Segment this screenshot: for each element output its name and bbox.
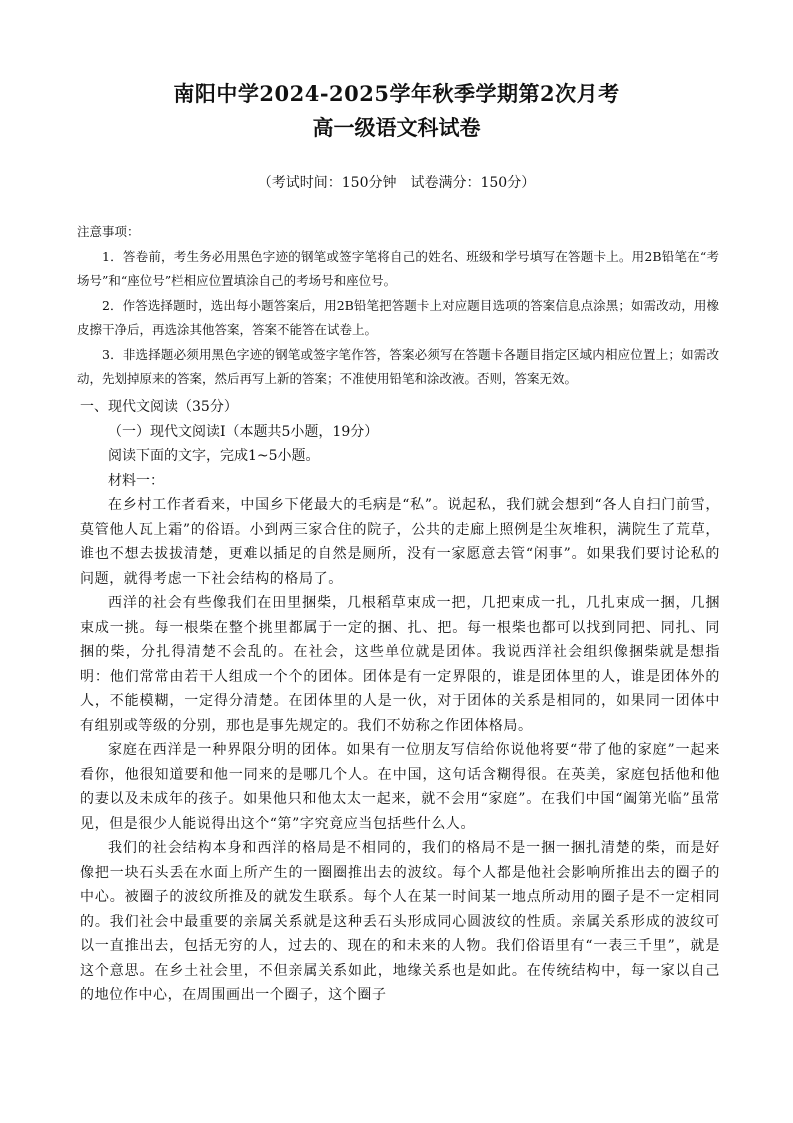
reading-instruction: 阅读下面的文字，完成1~5小题。	[108, 448, 320, 464]
notes-heading: 注意事项：	[77, 224, 140, 239]
material-label: 材料一：	[108, 472, 164, 489]
exam-subtitle: 高一级语文科试卷	[312, 115, 481, 140]
article-paragraph: 西洋的社会有些像我们在田里捆柴，几根稻草束成一把，几把束成一扎，几扎束成一捆，几捆束成一挑。每一根柴在整个挑里都属于一定的捆、扎、把。每一根柴也都可以找到同把、同扎、同捆的柴，分扎得清楚不会乱的。在社会，这些单位就是团体。我说西洋社会组织像捆柴就是想指明：他们常常由若干人组成一个个的团体。团体是有一定界限的，谁是团体里的人，谁是团体外的人，不能模糊，一定得分清楚。在团体里的人是一伙，对于团体的关系是相同的，如果同一团体中有组别或等级的分别，那也是事先规定的。我们不妨称之作团体格局。	[80, 595, 720, 734]
notes-item-3: 3．非选择题必须用黑色字迹的钢笔或签字笔作答，答案必须写在答题卡各题目指定区域内相应位置上；如需改动，先划掉原来的答案，然后再写上新的答案；不准使用铅笔和涂改液。否则，答案无效。	[77, 346, 719, 386]
section-sub-heading: （一）现代文阅读Ⅰ（本题共5小题，19分）	[108, 423, 379, 440]
article-paragraph: 家庭在西洋是一种界限分明的团体。如果有一位朋友写信给你说他将要“带了他的家庭”一起来看你，他很知道要和他一同来的是哪几个人。在中国，这句话含糊得很。在英美，家庭包括他和他的妻以及未成年的孩子。如果他只和他太太一起来，就不会用“家庭”。在我们中国“阖第光临”虽常见，但是很少人能说得出这个“第”字究竟应当包括些什么人。	[80, 742, 720, 832]
notes-block	[77, 220, 719, 392]
notes-item-2: 2．作答选择题时，选出每小题答案后，用2B铅笔把答题卡上对应题目选项的答案信息点涂黑；如需改动，用橡皮擦干净后，再选涂其他答案，答案不能答在试卷上。	[77, 297, 719, 337]
article-paragraph: 我们的社会结构本身和西洋的格局是不相同的，我们的格局不是一捆一捆扎清楚的柴，而是好像把一块石头丢在水面上所产生的一圈圈推出去的波纹。每个人都是他社会影响所推出去的圈子的中心。被圈子的波纹所推及的就发生联系。每个人在某一时间某一地点所动用的圈子是不一定相同的。我们社会中最重要的亲属关系就是这种丢石头形成同心圆波纹的性质。亲属关系形成的波纹可以一直推出去，包括无穷的人，过去的、现在的和未来的人物。我们俗语里有“一表三千里”，就是这个意思。在乡土社会里，不但亲属关系如此，地缘关系也是如此。在传统结构中，每一家以自己的地位作中心，在周围画出一个圈子，这个圈子	[80, 840, 720, 1003]
notes-item-1: 1．答卷前，考生务必用黑色字迹的钢笔或签字笔将自己的姓名、班级和学号填写在答题卡上。用2B铅笔在“考场号”和“座位号”栏相应位置填涂自己的考场号和座位号。	[77, 248, 719, 288]
exam-title: 南阳中学2024-2025学年秋季学期第2次月考	[173, 81, 620, 106]
article-paragraph: 在乡村工作者看来，中国乡下佬最大的毛病是“私”。说起私，我们就会想到“各人自扫门前雪，莫管他人瓦上霜”的俗语。小到两三家合住的院子，公共的走廊上照例是尘灰堆积，满院生了荒草，谁也不想去拔拔清楚，更难以插足的自然是厕所，没有一家愿意去管“闲事”。如果我们要讨论私的问题，就得考虑一下社会结构的格局了。	[80, 497, 720, 587]
reading-section	[80, 395, 720, 1008]
section-heading: 一、现代文阅读（35分）	[80, 399, 238, 415]
exam-time-info: （考试时间：150分钟 试卷满分：150分）	[257, 175, 536, 191]
